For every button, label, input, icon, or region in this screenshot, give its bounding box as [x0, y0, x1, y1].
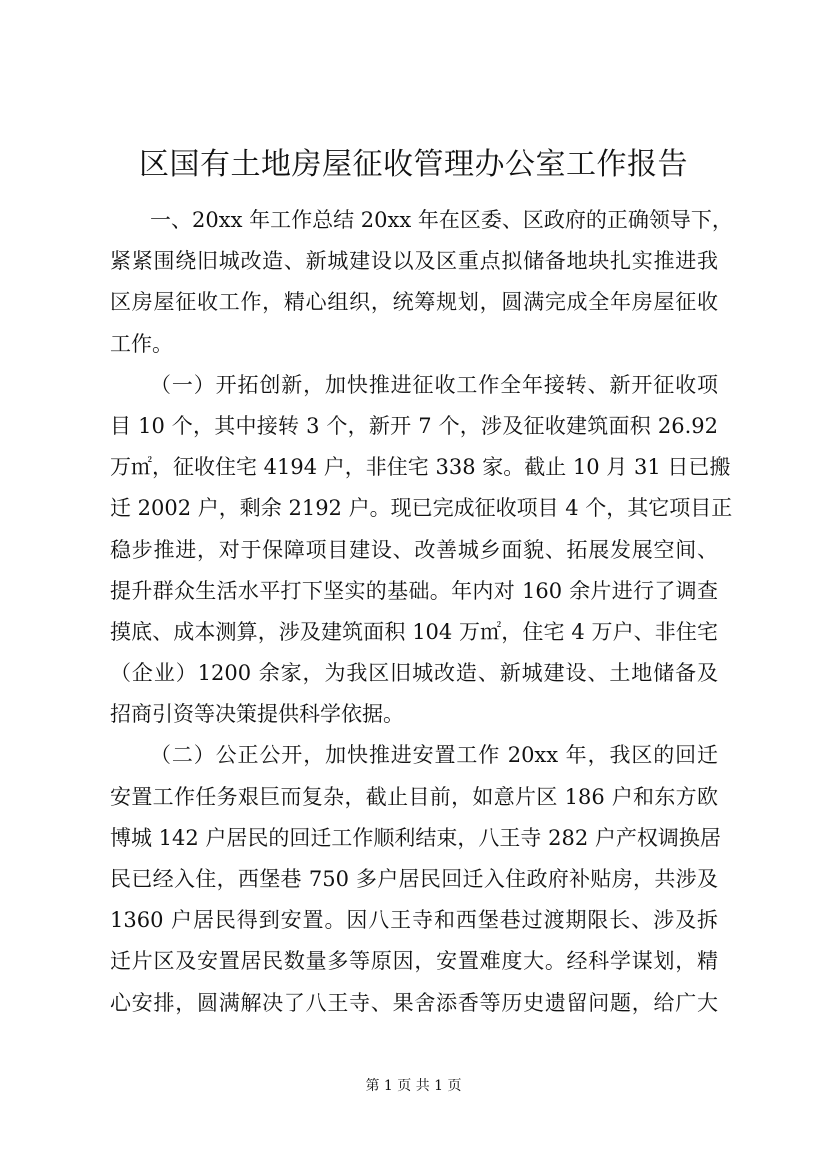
text-line: 民已经入住，西堡巷 750 多户居民回迁入住政府补贴房，共涉及	[110, 867, 718, 891]
text-line: 招商引资等决策提供科学依据。	[110, 702, 404, 727]
text-line: 博城 142 户居民的回迁工作顺利结束，八王寺 282 户产权调换居	[110, 825, 721, 850]
text-line: （二）公正公开，加快推进安置工作 20xx 年，我区的回迁	[150, 743, 718, 768]
text-line: （一）开拓创新，加快推进征收工作全年接转、新开征收项	[150, 372, 718, 397]
document-title: 区国有土地房屋征收管理办公室工作报告	[139, 147, 688, 182]
document-body	[110, 200, 733, 1024]
text-line: 目 10 个，其中接转 3 个，新开 7 个，涉及征收建筑面积 26.92	[110, 413, 718, 438]
text-line: 迁片区及安置居民数量多等原因，安置难度大。经科学谋划，精	[110, 949, 718, 974]
text-line: 稳步推进，对于保障项目建设、改善城乡面貌、拓展发展空间、	[110, 537, 718, 562]
text-line: 心安排，圆满解决了八王寺、果舍添香等历史遗留问题，给广大	[110, 990, 718, 1015]
text-line: 提升群众生活水平打下坚实的基础。年内对 160 余片进行了调查	[110, 578, 718, 603]
text-line: （企业）1200 余家，为我区旧城改造、新城建设、土地储备及	[110, 661, 718, 686]
text-line: 紧紧围绕旧城改造、新城建设以及区重点拟储备地块扎实推进我	[110, 249, 718, 274]
text-line: 区房屋征收工作，精心组织，统筹规划，圆满完成全年房屋征收	[110, 290, 718, 315]
text-line: 工作。	[110, 331, 173, 356]
text-line: 摸底、成本测算，涉及建筑面积 104 万㎡，住宅 4 万户、非住宅	[110, 619, 718, 644]
text-line: 安置工作任务艰巨而复杂，截止目前，如意片区 186 户和东方欧	[110, 784, 718, 809]
text-line: 1360 户居民得到安置。因八王寺和西堡巷过渡期限长、涉及拆	[110, 908, 718, 933]
text-line: 迁 2002 户，剩余 2192 户。现已完成征收项目 4 个，其它项目正	[110, 496, 733, 521]
text-line: 万㎡，征收住宅 4194 户，非住宅 338 家。截止 10 月 31 日已搬	[110, 455, 731, 480]
text-line: 一、20xx 年工作总结 20xx 年在区委、区政府的正确领导下，	[150, 208, 733, 232]
page-footer: 第 1 页 共 1 页	[365, 1078, 462, 1094]
